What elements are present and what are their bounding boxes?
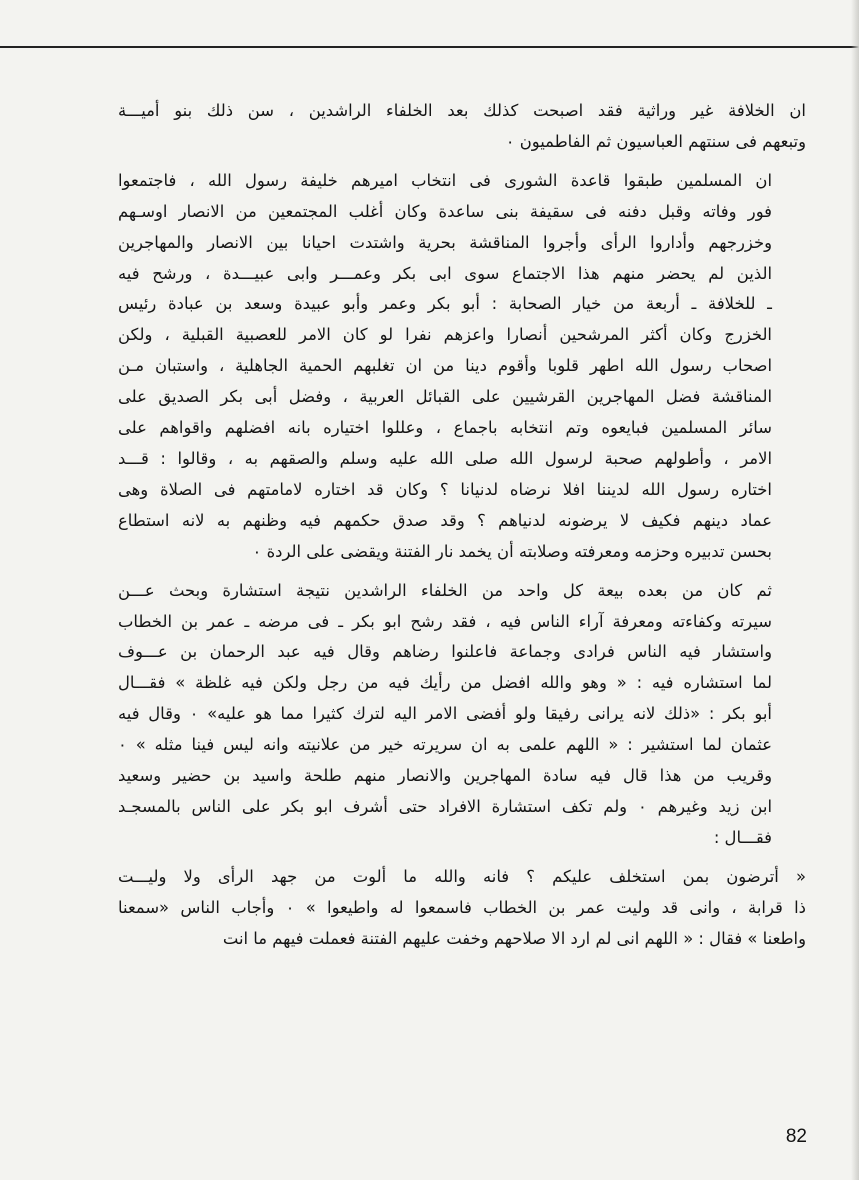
text-line: ان المسلمين طبقوا قاعدة الشورى فى انتخاب اميرهم خليفة رسول الله ، فاجتمعوا xyxy=(118,170,772,190)
text-line: وتبعهم فى سنتهم العباسيون ثم الفاطميون ٠ xyxy=(505,131,806,151)
paragraph-gap xyxy=(118,568,806,576)
text-line: ذا قرابة ، وانى قد وليت عمر بن الخطاب فاسمعوا له واطيعوا » ٠ وأجاب الناس «سمعنا xyxy=(118,897,806,917)
text-line: وخزرجهم وأداروا الرأى وأجروا المناقشة بحرية واشتدت احيانا بين الانصار والمهاجرين xyxy=(118,232,772,252)
header-rule xyxy=(0,46,859,48)
paragraph-gap xyxy=(118,158,806,166)
text-line: فقـــال : xyxy=(713,827,772,847)
text-line: سيرته وكفاءته ومعرفة آراء الناس فيه ، فقد رشح ابو بكر ـ فى مرضه ـ عمر بن الخطاب xyxy=(118,611,772,631)
text-line: الخزرج وكان أكثر المرشحين أنصارا واعزهم نفرا لو كان الامر للعصبية القبلية ، ولكن xyxy=(118,325,772,345)
page-edge-shadow xyxy=(851,0,859,1180)
text-line: اختاره رسول الله لديننا افلا نرضاه لدنيانا ؟ وكان قد اختاره لامامتهم فى الصلاة وهى xyxy=(118,479,772,499)
text-line: وقريب من هذا قال فيه سادة المهاجرين والانصار منهم طلحة واسيد بن حضير وسعيد xyxy=(118,766,772,786)
text-line: ان الخلافة غير وراثية فقد اصبحت كذلك بعد الخلفاء الراشدين ، سن ذلك بنو أميـــة xyxy=(118,101,806,120)
text-line: الذين لم يحضر منهم هذا الاجتماع سوى ابى بكر وعمـــر وابى عبيـــدة ، ورشح فيه xyxy=(118,263,772,283)
paragraph xyxy=(118,576,806,854)
text-line: « أترضون بمن استخلف عليكم ؟ فانه والله ما ألوت من جهد الرأى ولا وليـــت xyxy=(118,866,806,886)
text-line: عثمان لما استشير : « اللهم علمى به ان سريرته خير من علانيته وانه ليس فينا مثله » ٠ xyxy=(118,735,772,755)
text-line: الامر ، وأطولهم صحبة لرسول الله صلى الله عليه وسلم والصقهم به ، وقالوا : قـــد xyxy=(118,448,772,468)
text-line: سائر المسلمين فبايعوه وتم انتخابه باجماع ، وعللوا اختياره بانه افضلهم واقواهم على xyxy=(118,418,772,438)
text-line: عماد دينهم فكيف لا يرضونه لدنياهم ؟ وقد صدق حكمهم فيه وظنهم به لانه استطاع xyxy=(118,510,772,530)
page-number: 82 xyxy=(785,1126,807,1147)
text-line: فور وفاته وقبل دفنه فى سقيفة بنى ساعدة وكان أغلب المجتمعين من الانصار اوسـهم xyxy=(118,201,772,221)
text-line: ثم كان من بعده بيعة كل واحد من الخلفاء الراشدين نتيجة استشارة وبحث عـــن xyxy=(118,580,772,600)
text-line: اصحاب رسول الله اطهر قلوبا وأقوم دينا من ان تغلبهم الحمية الجاهلية ، واستبان مـن xyxy=(118,356,772,376)
text-line: ابن زيد وغيرهم ٠ ولم تكف استشارة الافراد حتى أشرف ابو بكر على الناس بالمسجـد xyxy=(118,796,772,816)
text-line: بحسن تدبيره وحزمه ومعرفته وصلابته أن يخمد نار الفتنة ويقضى على الردة ٠ xyxy=(252,541,772,561)
paragraph xyxy=(118,862,806,955)
text-line: لما استشاره فيه : « وهو والله افضل من رأيك فيه من رجل ولكن فيه غلظة » فقـــال xyxy=(118,673,772,693)
text-line: واطعنا » فقال : « اللهم انى لم ارد الا صلاحهم وخفت عليهم الفتنة فعملت فيهم ما انت xyxy=(222,928,806,948)
body-text xyxy=(118,96,806,954)
text-line: ـ للخلافة ـ أربعة من خيار الصحابة : أبو بكر وعمر وأبو عبيدة وسعد بن عبادة رئيس xyxy=(118,294,772,314)
paragraph xyxy=(118,166,806,568)
paragraph xyxy=(118,96,806,158)
text-line: أبو بكر : «ذلك لانه يرانى رفيقا ولو أفضى الامر اليه لترك كثيرا مما هو عليه» ٠ وقال فيه xyxy=(118,704,772,724)
text-line: المناقشة فضل المهاجرين القرشيين على القبائل العربية ، وفضل أبى بكر الصديق على xyxy=(118,387,772,407)
text-line: واستشار فيه الناس فرادى وجماعة فاعلنوا رضاهم وقال فيه عبد الرحمان بن عـــوف xyxy=(118,642,772,662)
paragraph-gap xyxy=(118,854,806,862)
